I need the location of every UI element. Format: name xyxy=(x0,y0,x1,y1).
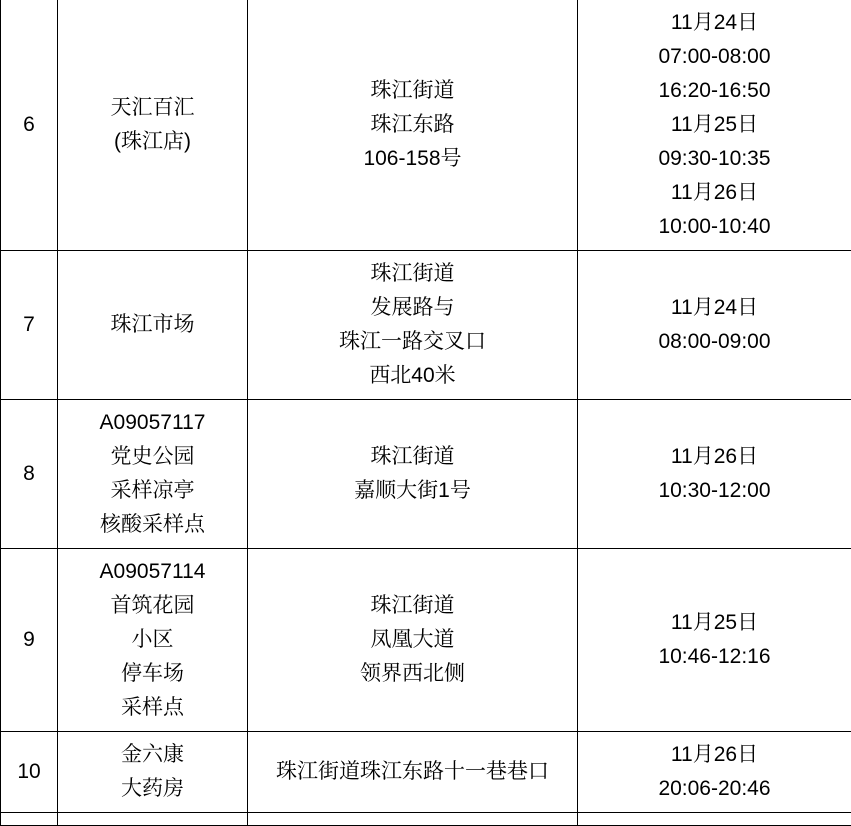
table-row xyxy=(1,400,851,549)
row-index: 7 xyxy=(1,251,58,400)
address-line: 发展路与 xyxy=(252,291,573,325)
row-index: 10 xyxy=(1,732,58,813)
time-line: 11月24日 xyxy=(582,6,847,40)
time-line: 11月26日 xyxy=(582,440,847,474)
address-line: 珠江东路 xyxy=(252,108,573,142)
row-name xyxy=(58,549,248,732)
row-address xyxy=(248,0,578,251)
time-line: 11月26日 xyxy=(582,738,847,772)
address-line: 嘉顺大街1号 xyxy=(252,474,573,508)
row-index-empty xyxy=(1,813,58,826)
row-time xyxy=(578,0,851,251)
row-address xyxy=(248,251,578,400)
row-address xyxy=(248,400,578,549)
time-line: 11月25日 xyxy=(582,108,847,142)
address-line: 珠江街道 xyxy=(252,440,573,474)
row-address xyxy=(248,549,578,732)
row-index: 9 xyxy=(1,549,58,732)
address-line: 领界西北侧 xyxy=(252,657,573,691)
row-index: 8 xyxy=(1,400,58,549)
name-line: A09057114 xyxy=(62,555,243,589)
time-line: 11月25日 xyxy=(582,606,847,640)
time-line: 11月26日 xyxy=(582,176,847,210)
row-address-empty xyxy=(248,813,578,826)
time-line: 07:00-08:00 xyxy=(582,40,847,74)
name-line: 天汇百汇 xyxy=(62,91,243,125)
table-row xyxy=(1,0,851,251)
address-line: 珠江街道 xyxy=(252,589,573,623)
address-line: 凤凰大道 xyxy=(252,623,573,657)
row-address xyxy=(248,732,578,813)
name-line: (珠江店) xyxy=(62,125,243,159)
time-line: 08:00-09:00 xyxy=(582,325,847,359)
name-line: 珠江市场 xyxy=(62,308,243,342)
table-row xyxy=(1,549,851,732)
table-body xyxy=(1,0,851,826)
address-line: 珠江街道珠江东路十一巷巷口 xyxy=(252,755,573,789)
time-line: 10:46-12:16 xyxy=(582,640,847,674)
time-line: 09:30-10:35 xyxy=(582,142,847,176)
address-line: 西北40米 xyxy=(252,359,573,393)
name-line: A09057117 xyxy=(62,406,243,440)
name-line: 停车场 xyxy=(62,657,243,691)
row-time xyxy=(578,549,851,732)
address-line: 106-158号 xyxy=(252,142,573,176)
time-line: 10:30-12:00 xyxy=(582,474,847,508)
time-line: 11月24日 xyxy=(582,291,847,325)
name-line: 金六康 xyxy=(62,738,243,772)
row-time xyxy=(578,251,851,400)
table-row-clipped xyxy=(1,813,851,826)
time-line: 20:06-20:46 xyxy=(582,772,847,806)
name-line: 核酸采样点 xyxy=(62,508,243,542)
table-row xyxy=(1,251,851,400)
name-line: 采样点 xyxy=(62,691,243,725)
time-line: 10:00-10:40 xyxy=(582,210,847,244)
time-line: 16:20-16:50 xyxy=(582,74,847,108)
address-line: 珠江街道 xyxy=(252,257,573,291)
name-line: 首筑花园 xyxy=(62,589,243,623)
row-time xyxy=(578,732,851,813)
row-index: 6 xyxy=(1,0,58,251)
address-line: 珠江一路交叉口 xyxy=(252,325,573,359)
row-name xyxy=(58,732,248,813)
name-line: 小区 xyxy=(62,623,243,657)
table-row xyxy=(1,732,851,813)
row-time xyxy=(578,400,851,549)
row-name xyxy=(58,251,248,400)
name-line: 党史公园 xyxy=(62,440,243,474)
row-name xyxy=(58,400,248,549)
name-line: 大药房 xyxy=(62,772,243,806)
address-line: 珠江街道 xyxy=(252,74,573,108)
row-time-empty xyxy=(578,813,851,826)
name-line: 采样凉亭 xyxy=(62,474,243,508)
row-name xyxy=(58,0,248,251)
row-name-empty xyxy=(58,813,248,826)
